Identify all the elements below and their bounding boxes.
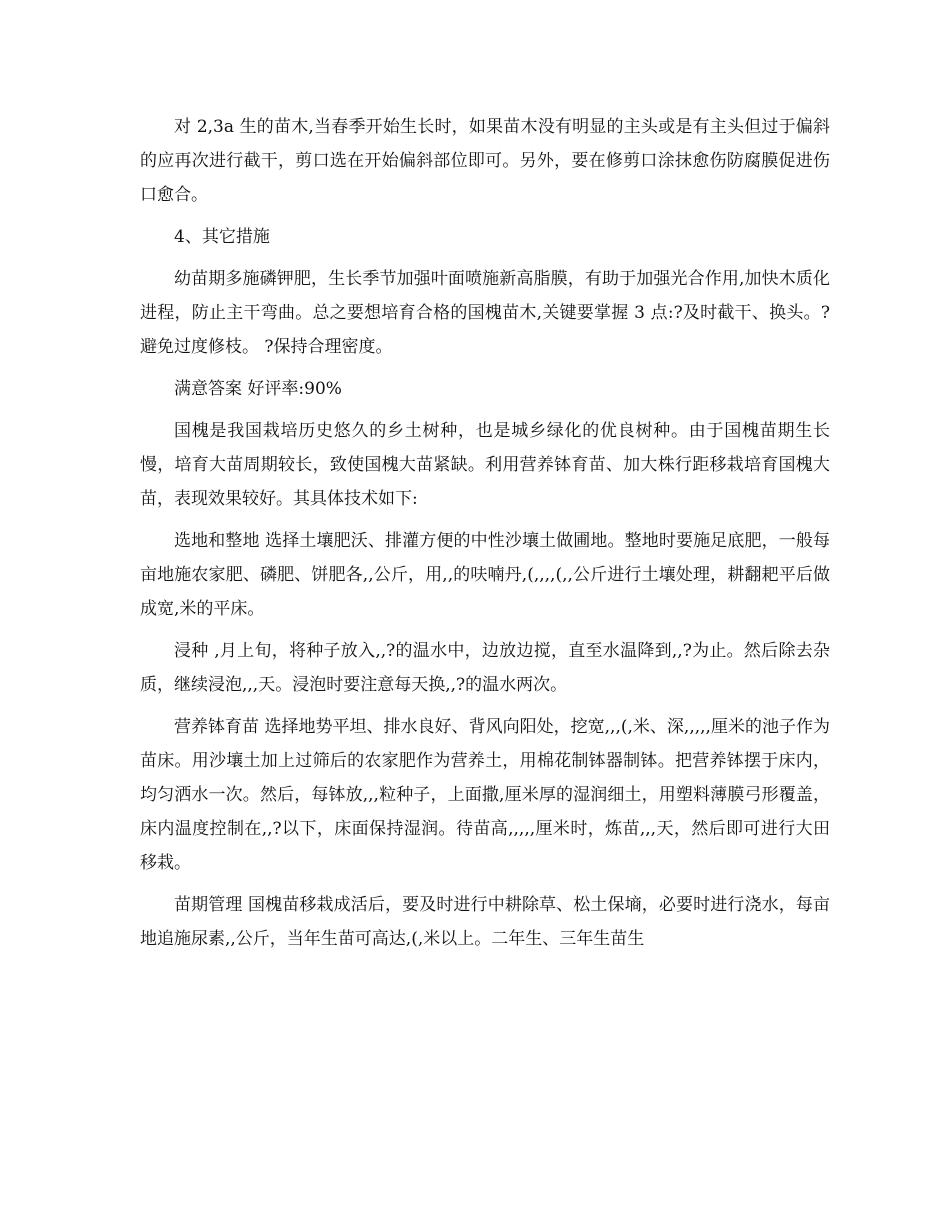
paragraph-seedling-management: 苗期管理 国槐苗移栽成活后，要及时进行中耕除草、松土保墒，必要时进行浇水，每亩地追施尿素,,公斤，当年生苗可高达,(,米以上。二年生、三年生苗生 [140, 895, 830, 949]
document-body [140, 110, 830, 956]
paragraph-container-nursery: 营养钵育苗 选择地势平坦、排水良好、背风向阳处，挖宽,,,(,米、深,,,,,厘米的池子作为苗床。用沙壤土加上过筛后的农家肥作为营养土，用棉花制钵器制钵。把营养钵摆于床内，均匀洒水一次。然后，每钵放,,,粒种子，上面撒,厘米厚的湿润细土，用塑料薄膜弓形覆盖，床内温度控制在,,?以下，床面保持湿润。待苗高,,,,,厘米时，炼苗,,,天，然后即可进行大田移栽。 [140, 717, 830, 873]
paragraph-intro: 国槐是我国栽培历史悠久的乡土树种，也是城乡绿化的优良树种。由于国槐苗期生长慢，培育大苗周期较长，致使国槐大苗紧缺。利用营养钵育苗、加大株行距移栽培育国槐大苗，表现效果较好。其具体技术如下: [140, 421, 830, 509]
answer-rating-line: 满意答案 好评率:90% [174, 379, 342, 399]
paragraph-site-preparation: 选地和整地 选择土壤肥沃、排灌方便的中性沙壤土做圃地。整地时要施足底肥，一般每亩地施农家肥、磷肥、饼肥各,,公斤，用,,的呋喃丹,(,,,,(,,公斤进行土壤处理，耕翻耙平后做成宽,米的平床。 [140, 531, 830, 619]
paragraph-fertilizer: 幼苗期多施磷钾肥，生长季节加强叶面喷施新高脂膜，有助于加强光合作用,加快木质化进程，防止主干弯曲。总之要想培育合格的国槐苗木,关键要掌握 3 点:?及时截干、换头。?避免过度修枝。 ?保持合理密度。 [140, 269, 830, 357]
section-heading-other-measures: 4、其它措施 [174, 227, 270, 247]
paragraph-pruning: 对 2,3a 生的苗木,当春季开始生长时，如果苗木没有明显的主头或是有主头但过于偏斜的应再次进行截干，剪口选在开始偏斜部位即可。另外，要在修剪口涂抹愈伤防腐膜促进伤口愈合。 [140, 117, 830, 205]
paragraph-seed-soaking: 浸种 ,月上旬，将种子放入,,?的温水中，边放边搅，直至水温降到,,?为止。然后除去杂质，继续浸泡,,,天。浸泡时要注意每天换,,?的温水两次。 [140, 641, 830, 695]
